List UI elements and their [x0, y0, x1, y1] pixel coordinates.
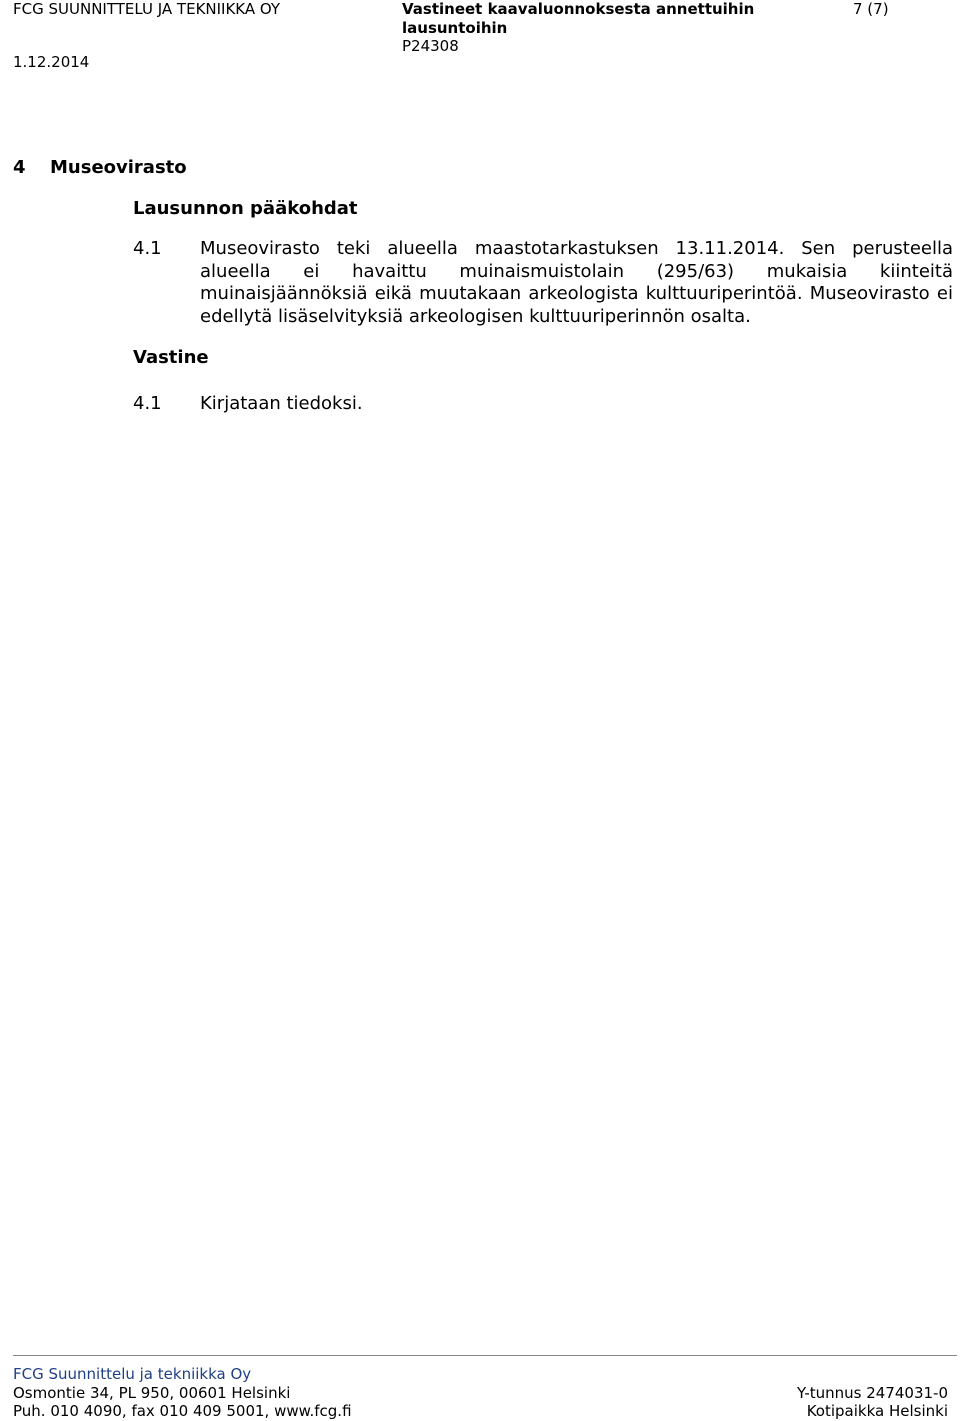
footer-divider — [13, 1355, 957, 1356]
header-company: FCG SUUNNITTELU JA TEKNIIKKA OY — [13, 0, 281, 18]
response-item-text: Kirjataan tiedoksi. — [200, 393, 363, 414]
footer-domicile: Kotipaikka Helsinki — [806, 1402, 948, 1420]
page-number: 7 (7) — [853, 0, 889, 18]
footer-business-id: Y-tunnus 2474031-0 — [796, 1384, 948, 1402]
response-item-number: 4.1 — [133, 393, 162, 414]
section-number: 4 — [13, 157, 26, 178]
summary-heading: Lausunnon pääkohdat — [133, 198, 358, 219]
footer-contact: Puh. 010 4090, fax 010 409 5001, www.fcg.fi — [13, 1402, 352, 1420]
document-title-text: Vastineet kaavaluonnoksesta annettuihin lausuntoihin — [402, 0, 755, 37]
document-title — [402, 0, 762, 38]
section-title: Museovirasto — [50, 157, 187, 178]
footer-address: Osmontie 34, PL 950, 00601 Helsinki — [13, 1384, 291, 1402]
project-code: P24308 — [402, 37, 459, 55]
response-heading: Vastine — [133, 347, 209, 368]
footer-company: FCG Suunnittelu ja tekniikka Oy — [13, 1365, 252, 1383]
summary-item-number: 4.1 — [133, 238, 162, 259]
summary-item-text: Museovirasto teki alueella maastotarkastuksen 13.11.2014. Sen perusteella alueella ei havaittu muinaismuistolain (295/63) mukaisia kiinteitä muinaisjäännöksiä eikä muutakaan arkeologista kulttuuriperintöä. Museovirasto ei edellytä lisäselvityksiä arkeologisen kulttuuriperinnön osalta. — [200, 238, 953, 327]
document-date: 1.12.2014 — [13, 53, 90, 71]
